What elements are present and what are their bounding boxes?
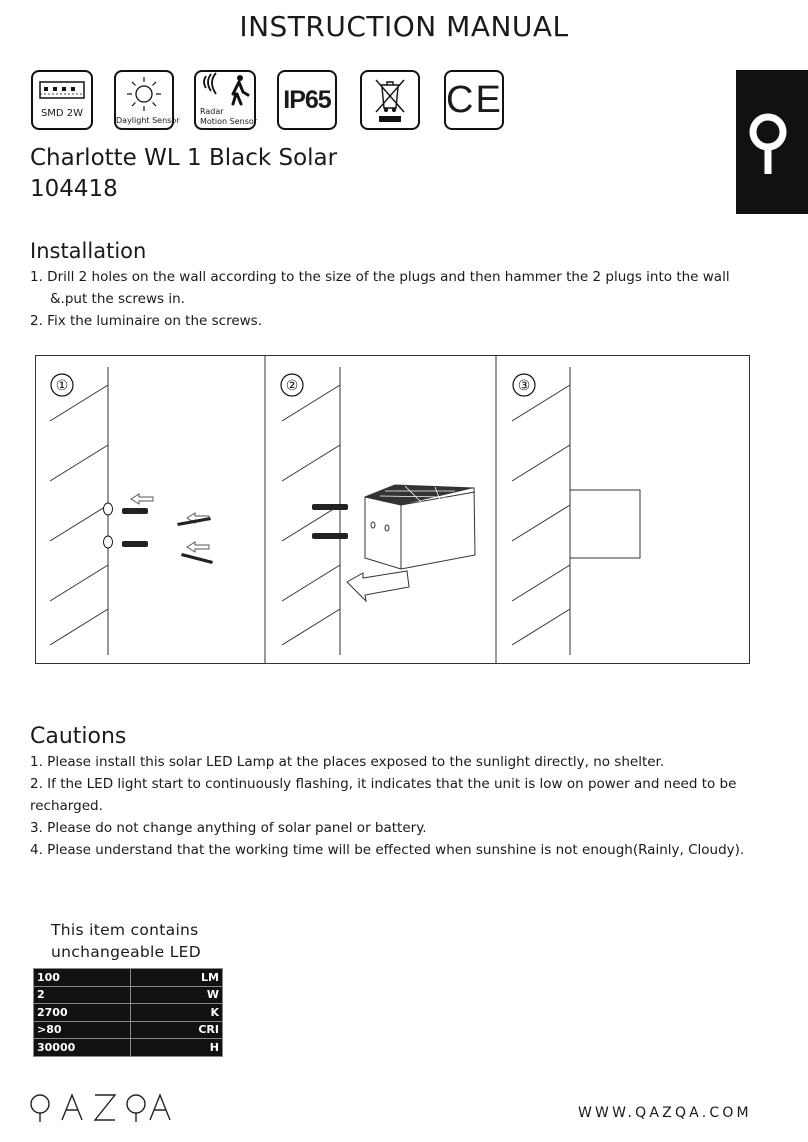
- table-row: [34, 1004, 223, 1022]
- step-number-2: ②: [285, 378, 299, 394]
- brand-tab: [736, 70, 808, 214]
- brand-logo: [30, 1092, 175, 1124]
- spec-value: 100: [34, 969, 131, 987]
- installation-step: 1. Drill 2 holes on the wall according to the size of the plugs and then hammer the 2 plugs into the wall: [30, 269, 730, 285]
- led-chip-label: SMD 2W: [40, 108, 84, 119]
- panel-1: [50, 367, 213, 655]
- led-spec-table: [33, 968, 223, 1057]
- spec-value: 2: [34, 986, 131, 1004]
- spec-value: >80: [34, 1021, 131, 1039]
- spec-unit: LM: [131, 969, 223, 987]
- table-row: [34, 1039, 223, 1057]
- spec-value: 30000: [34, 1039, 131, 1057]
- radar-label-line2: Motion Sensor: [200, 117, 258, 126]
- caution-item: 1. Please install this solar LED Lamp at the places exposed to the sunlight directly, no shelter.: [30, 754, 665, 770]
- installation-heading: Installation: [30, 239, 147, 263]
- ce-mark-label: CE: [446, 79, 503, 121]
- led-caption: [51, 919, 201, 963]
- panel-3: [512, 367, 640, 655]
- ip-rating-icon: [277, 70, 337, 130]
- installation-diagram: [35, 355, 751, 665]
- cautions-heading: Cautions: [30, 724, 127, 749]
- daylight-sensor-icon: [114, 70, 180, 130]
- ce-mark-icon: [444, 70, 504, 130]
- product-code: 104418: [30, 176, 118, 202]
- daylight-sensor-label: Daylight Sensor: [116, 116, 180, 125]
- table-row: [34, 986, 223, 1004]
- caution-item: 2. If the LED light start to continuously flashing, it indicates that the unit is low on power and need to be recharged.: [30, 776, 737, 814]
- cautions-list: [30, 751, 808, 861]
- installation-steps: [30, 266, 730, 332]
- installation-step-continued: &.put the screws in.: [50, 291, 185, 307]
- product-name: Charlotte WL 1 Black Solar: [30, 145, 338, 171]
- radar-motion-sensor-icon: [194, 70, 256, 130]
- spec-value: 2700: [34, 1004, 131, 1022]
- spec-unit: W: [131, 986, 223, 1004]
- weee-crossed-bin-icon: [360, 70, 420, 130]
- spec-unit: H: [131, 1039, 223, 1057]
- radar-label-line1: Radar: [200, 107, 224, 116]
- caution-item: 3. Please do not change anything of solar panel or battery.: [30, 820, 427, 836]
- spec-unit: CRI: [131, 1021, 223, 1039]
- led-caption-line1: This item contains: [51, 921, 199, 939]
- table-row: [34, 969, 223, 987]
- website-url: WWW.QAZQA.COM: [578, 1105, 752, 1121]
- spec-unit: K: [131, 1004, 223, 1022]
- panel-2: [281, 367, 475, 655]
- brand-q-icon: [736, 70, 808, 214]
- radar-motion-sensor-label: [200, 107, 258, 127]
- installation-step: 2. Fix the luminaire on the screws.: [30, 313, 263, 329]
- ip-rating-label: IP65: [283, 86, 331, 114]
- step-number-3: ③: [517, 378, 531, 394]
- caution-item: 4. Please understand that the working time will be effected when sunshine is not enough(Rainly, Cloudy).: [30, 842, 745, 858]
- table-row: [34, 1021, 223, 1039]
- page-title: INSTRUCTION MANUAL: [239, 10, 569, 43]
- led-chip-icon: [31, 70, 93, 130]
- led-caption-line2: unchangeable LED: [51, 943, 201, 961]
- step-number-1: ①: [55, 378, 69, 394]
